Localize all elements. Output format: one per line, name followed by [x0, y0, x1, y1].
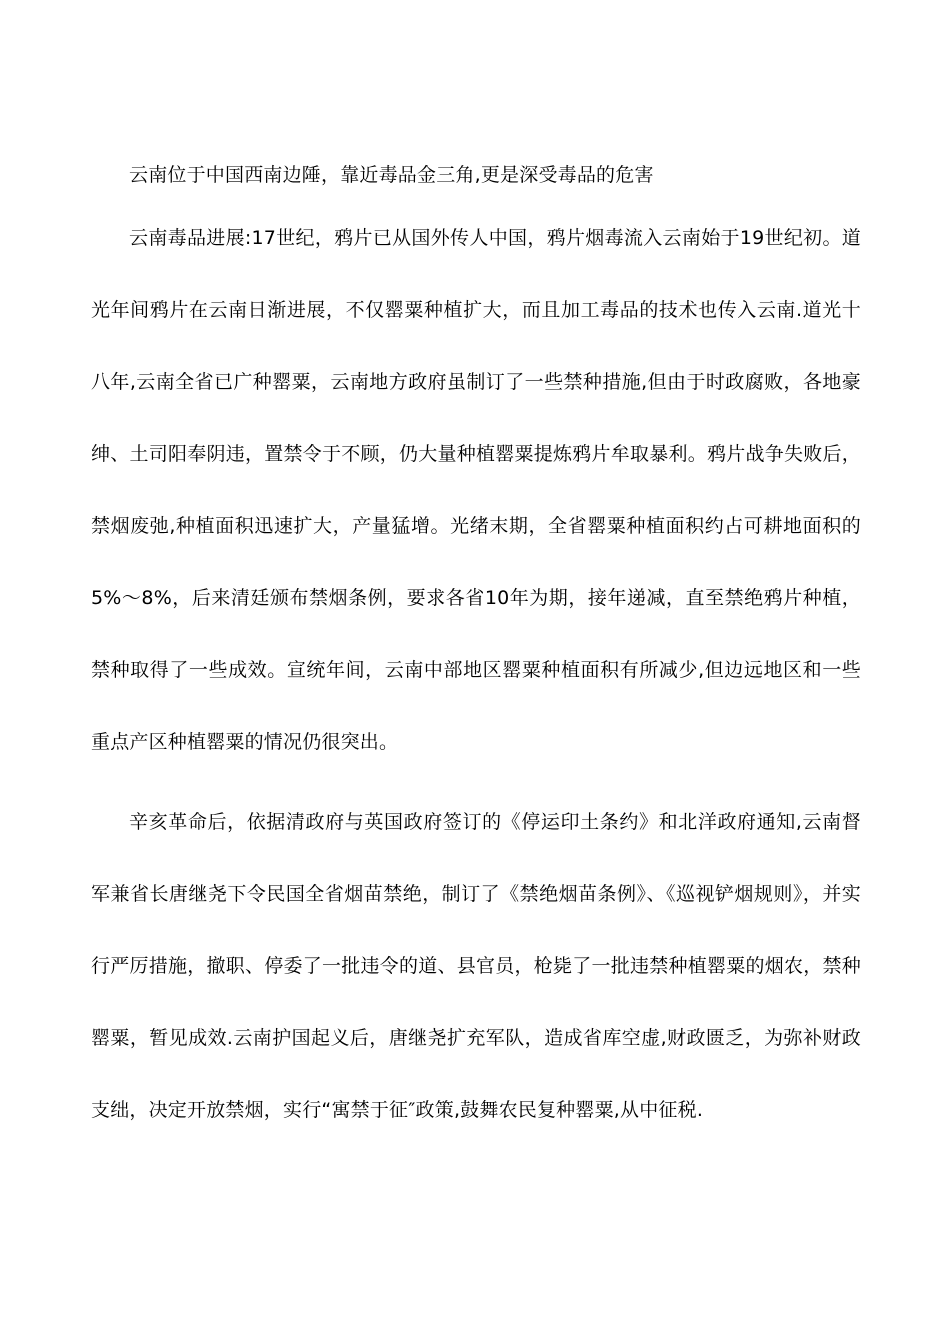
paragraph-republic: 辛亥革命后，依据清政府与英国政府签订的《停运印土条约》和北洋政府通知,云南督军兼省长唐继尧下令民国全省烟苗禁绝，制订了《禁绝烟苗条例》、《巡视铲烟规则》，并实行严厉措施，撤职、停委了一批违令的道、县官员，枪毙了一批违禁种植罂粟的烟农，禁种罂粟，暂见成效.云南护国起义后，唐继尧扩充军队，造成省库空虚,财政匮乏，为弥补财政支绌，决定开放禁烟，实行“寓禁于征″政策,鼓舞农民复种罂粟,从中征税.	[91, 811, 861, 1121]
paragraph-history: 云南毒品进展:17世纪，鸦片已从国外传人中国，鸦片烟毒流入云南始于19世纪初。道光年间鸦片在云南日渐进展，不仅罂粟种植扩大，而且加工毒品的技术也传入云南.道光十八年,云南全省已广种罂粟，云南地方政府虽制订了一些禁种措施,但由于时政腐败，各地豪绅、土司阳奉阴违，置禁令于不顾，仍大量种植罂粟提炼鸦片牟取暴利。鸦片战争失败后，禁烟废弛,种植面积迅速扩大，产量猛增。光绪末期，全省罂粟种植面积约占可耕地面积的5%～8%，后来清廷颁布禁烟条例，要求各省10年为期，接年递减，直至禁绝鸦片种植，禁种取得了一些成效。宣统年间，云南中部地区罂粟种植面积有所减少,但边远地区和一些重点产区种植罂粟的情况仍很突出。	[91, 227, 861, 753]
paragraph-intro: 云南位于中国西南边陲，靠近毒品金三角,更是深受毒品的危害	[129, 164, 654, 186]
